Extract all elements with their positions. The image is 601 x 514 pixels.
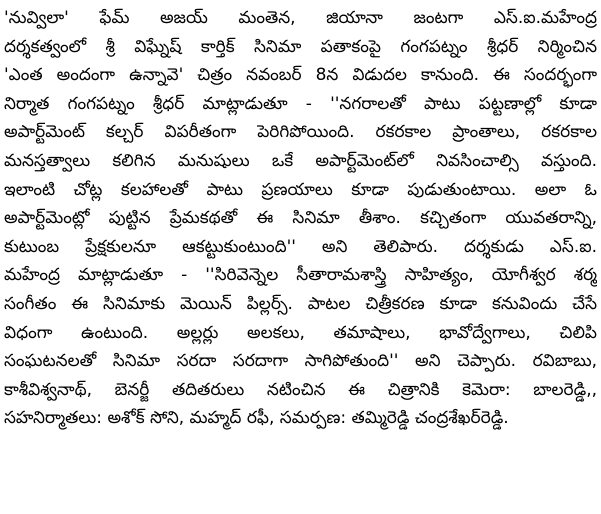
article-line-5: అపార్ట్‌మెంట్ కల్చర్ విపరీతంగా పెరిగిపోయింది. రకరకాల ప్రాంతాలు, రకరకాల [4,122,597,143]
article-line-4: నిర్మాత గంగపట్నం శ్రీధర్ మాట్లాడుతూ - ''నగరాలతో పాటు పట్టణాల్లో కూడా [4,93,597,114]
article-line-15: సహనిర్మాతలు: అశోక్ సోని, మహ్మద్ రఫీ, సమర్పణ: తమ్మిరెడ్డి చంద్రశేఖర్‌రెడ్డి. [4,408,509,429]
article-line-1: 'నువ్విలా' ఫేమ్ అజయ్ మంతెన, జియానా జంటగా ఎస్.ఐ.మహేంద్ర [4,8,597,28]
article-line-12: విధంగా ఉంటుంది. అల్లర్లు అలకలు, తమాషాలు, భావోద్వేగాలు, చిలిపి [4,322,597,343]
article-line-8: అపార్ట్‌మెంట్లో పుట్టిన ప్రేమకథతో ఈ సినిమా తీశాం. కచ్చితంగా యువతరాన్ని, [4,208,597,229]
article-line-11: సంగీతం ఈ సినిమాకు మెయిన్ పిల్లర్స్. పాటల చిత్రీకరణ కూడా కనువిందు చేసే [4,293,597,314]
article-line-13: సంఘటనలతో సినిమా సరదా సరదాగా సాగిపోతుంది'' అని చెప్పారు. రవిబాబు, [4,351,597,372]
article-line-9: కుటుంబ ప్రేక్షకులనూ ఆకట్టుకుంటుంది'' అని తెలిపారు. దర్శకుడు ఎస్.ఐ. [4,236,597,257]
article-line-3: 'ఎంత అందంగా ఉన్నావె' చిత్రం నవంబర్ 8న విడుదల కానుంది. ఈ సందర్భంగా [4,65,597,86]
article-line-6: మనస్తత్వాలు కలిగిన మనుషులు ఒకే అపార్ట్‌మెంట్‌లో నివసించాల్సి వస్తుంది. [4,150,597,171]
article-line-7: ఇలాంటి చోట్ల కలహాలతో పాటు ప్రణయాలు కూడా పుడుతుంటాయి. అలా ఓ [4,179,597,200]
article-line-14: కాశీవిశ్వనాథ్, బెనర్జీ తదితరులు నటించిన ఈ చిత్రానికి కెమెరా: బాలరెడ్డి,, [4,379,597,400]
article-line-2: దర్శకత్వంలో శ్రీ విఘ్నేష్ కార్తిక్ సినిమా పతాకంపై గంగపట్నం శ్రీధర్ నిర్మించిన [4,36,597,57]
article-line-10: మహేంద్ర మాట్లాడుతూ - ''సిరివెన్నెల సీతారామశాస్త్రి సాహిత్యం, యోగీశ్వర శర్మ [4,265,597,286]
